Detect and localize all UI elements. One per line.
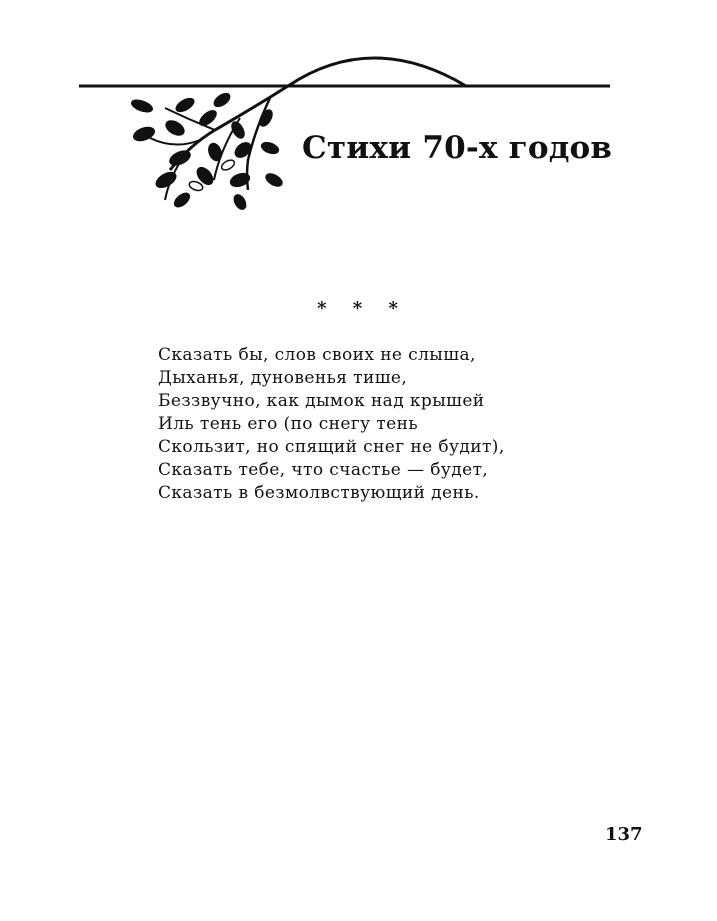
arc-icon: [288, 58, 466, 86]
page-number: 137: [605, 824, 643, 845]
section-title: Стихи 70-х годов: [302, 130, 613, 166]
poem-line: Сказать бы, слов своих не слыша,: [158, 345, 476, 365]
poem-line: Дыханья, дуновенья тише,: [158, 368, 408, 388]
poem-separator: * * *: [317, 298, 408, 319]
poem-line: Беззвучно, как дымок над крышей: [158, 391, 485, 411]
poem-line: Сказать в безмолвствующий день.: [158, 483, 480, 503]
branch-with-leaves-icon: [130, 86, 288, 211]
poem-line: Сказать тебе, что счастье — будет,: [158, 460, 489, 480]
poem: [158, 344, 505, 505]
poem-line: Скользит, но спящий снег не будит),: [158, 437, 505, 457]
header-ornament: [0, 0, 717, 230]
poem-line: Иль тень его (по снегу тень: [158, 414, 419, 434]
